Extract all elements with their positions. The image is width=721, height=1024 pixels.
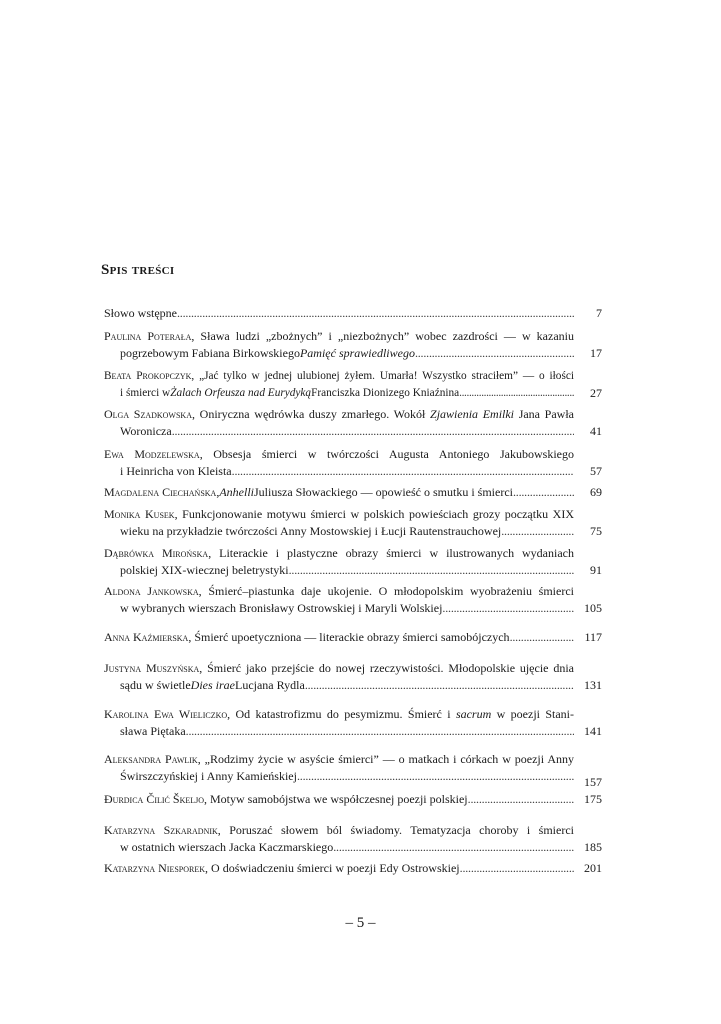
entry-title: w wybranych wierszach Bronisławy Ostrowskiej i Maryli Wolskiej — [120, 601, 443, 615]
entry-title: , Od katastrofizmu do pesymizmu. Śmierć i — [227, 707, 456, 721]
entry-author: Aldona Jankowska — [104, 584, 199, 598]
entry-author: Anna Kaźmierska — [104, 630, 189, 644]
entry-author: Ewa Modzelewska — [104, 447, 200, 461]
entry-title: i Heinricha von Kleista — [120, 464, 232, 478]
entry-author: Monika Kusek — [104, 507, 175, 521]
entry-author: Katarzyna Szkaradnik — [104, 823, 218, 837]
dot-leader — [459, 385, 574, 402]
toc-entry — [104, 583, 602, 617]
entry-title: Świrszczyńskiej i Anny Kamieńskiej — [120, 769, 297, 783]
entry-title: w poezji Stani- — [491, 707, 575, 721]
entry-author: Aleksandra Pawlik — [104, 752, 198, 766]
page-number: 7 — [596, 306, 602, 320]
dot-leader — [510, 629, 574, 646]
toc-entry — [104, 629, 602, 646]
entry-author: Justyna Muszyńska — [104, 661, 200, 675]
page-number: 157 — [584, 775, 602, 789]
dot-leader — [232, 463, 574, 480]
page-number: 91 — [590, 563, 602, 577]
page-number: 17 — [590, 346, 602, 360]
page-number: 105 — [584, 601, 602, 615]
entry-title: , Funkcjonowanie motywu śmierci w polskich powieściach grozy początku XIX — [174, 507, 574, 521]
entry-author: Magdalena Ciechańska — [104, 485, 217, 499]
entry-title-italic: Żalach Orfeusza nad Eurydyką — [170, 387, 312, 399]
dot-leader — [442, 600, 574, 617]
entry-title: , — [216, 485, 220, 499]
toc-entry — [104, 751, 602, 789]
entry-title: Woronicza — [120, 424, 172, 438]
dot-leader — [460, 860, 574, 877]
entry-title: , Sława ludzi „zbożnych” i „niezbożnych” wobec zazdrości — w kazaniu — [191, 329, 574, 343]
entry-title: wieku na przykładzie twórczości Anny Mostowskiej i Łucji Rautenstrauchowej — [120, 524, 502, 538]
entry-title: , Obsesja śmierci w twórczości Augusta Antoniego Jakubowskiego — [199, 447, 575, 461]
dot-leader — [415, 345, 574, 362]
toc-entry — [104, 860, 602, 877]
entry-title: , Śmierć jako przejście do nowej rzeczywistości. Młodopolskie ujęcie dnia — [199, 661, 574, 675]
entry-title: , Śmierć upoetyczniona — literackie obrazy śmierci samobójczych — [188, 630, 510, 644]
entry-title: Lucjana Rydla — [234, 678, 305, 692]
dot-leader — [177, 305, 574, 322]
page-number: 27 — [590, 386, 602, 400]
entry-title: i śmierci w — [120, 387, 171, 399]
toc-entry — [104, 791, 602, 808]
entry-title: , „Jać tylko w jednej ulubionej żyłem. Umarła! Wszystko straciłem” — o iłości — [191, 370, 574, 382]
entry-title: , O doświadczeniu śmierci w poezji Edy Ostrowskiej — [205, 861, 460, 875]
toc-entry — [104, 305, 602, 322]
entry-title: , Śmierć–piastunka daje ukojenie. O młodopolskim wyobrażeniu śmierci — [198, 584, 574, 598]
entry-title-italic: sacrum — [455, 707, 492, 721]
page-folio: – 5 – — [345, 915, 376, 931]
page-number: 185 — [584, 840, 602, 854]
page-number: 175 — [584, 792, 602, 806]
dot-leader — [501, 523, 574, 540]
toc-entry — [104, 706, 602, 740]
entry-title: , Poruszać słowem ból świadomy. Tematyzacja choroby i śmierci — [217, 823, 574, 837]
toc-entry — [104, 545, 602, 579]
entry-title: , Oniryczna wędrówka duszy zmarłego. Wokół — [192, 407, 431, 421]
toc-entry — [104, 484, 602, 501]
entry-title: , „Rodzimy życie w asyście śmierci” — o matkach i córkach w poezji Anny — [197, 752, 575, 766]
entry-title: , Motyw samobójstwa we współczesnej poezji polskiej — [204, 792, 468, 806]
entry-title-italic: Pamięć sprawiedliwego — [299, 346, 415, 360]
dot-leader — [333, 839, 574, 856]
entry-title: sądu w świetle — [120, 678, 191, 692]
dot-leader — [297, 768, 574, 785]
toc-entry — [104, 660, 602, 694]
entry-author: Olga Szadkowska — [104, 407, 192, 421]
entry-title: Jana Pawła — [514, 407, 574, 421]
toc-entry — [104, 368, 602, 402]
entry-title-italic: Dies irae — [190, 678, 235, 692]
entry-author: Karolina Ewa Wieliczko — [104, 707, 228, 721]
toc-entry — [104, 406, 602, 440]
entry-title: Juliusza Słowackiego — opowieść o smutku i śmierci — [254, 485, 513, 499]
entry-title-italic: Anhelli — [219, 485, 255, 499]
toc-entry — [104, 446, 602, 480]
entry-title: w ostatnich wierszach Jacka Kaczmarskiego — [120, 840, 334, 854]
entry-title: sława Piętaka — [120, 724, 186, 738]
entry-author: Beata Prokopczyk — [104, 370, 192, 382]
dot-leader — [172, 423, 574, 440]
toc-entry — [104, 822, 602, 856]
page-title: Spis treści — [101, 262, 175, 278]
dot-leader — [289, 562, 574, 579]
entry-author: Đurdica Čilić Škeljo — [104, 792, 205, 806]
toc-entry — [104, 506, 602, 540]
entry-title: Franciszka Dionizego Kniaźnina — [311, 387, 460, 399]
entry-title: polskiej XIX-wiecznej beletrystyki — [120, 563, 289, 577]
dot-leader — [186, 723, 574, 740]
entry-title-italic: Zjawienia Emilki — [430, 407, 515, 421]
page-number: 201 — [584, 861, 602, 875]
entry-title: pogrzebowym Fabiana Birkowskiego — [120, 346, 300, 360]
entry-author: Paulina Poterała — [104, 329, 192, 343]
entry-title: Słowo wstępne — [104, 306, 177, 320]
page-number: 75 — [590, 524, 602, 538]
entry-title: , Literackie i plastyczne obrazy śmierci w ilustrowanych wydaniach — [208, 546, 574, 560]
dot-leader — [513, 484, 574, 501]
page-number: 141 — [584, 724, 602, 738]
dot-leader — [305, 677, 574, 694]
page-number: 117 — [584, 630, 602, 644]
entry-author: Dąbrówka Mirońska — [104, 546, 209, 560]
entry-author: Katarzyna Niesporek — [104, 861, 206, 875]
toc-entry — [104, 328, 602, 362]
page-number: 131 — [584, 678, 602, 692]
page-number: 57 — [590, 464, 602, 478]
dot-leader — [468, 791, 574, 808]
page-number: 69 — [590, 485, 602, 499]
page-number: 41 — [590, 424, 602, 438]
